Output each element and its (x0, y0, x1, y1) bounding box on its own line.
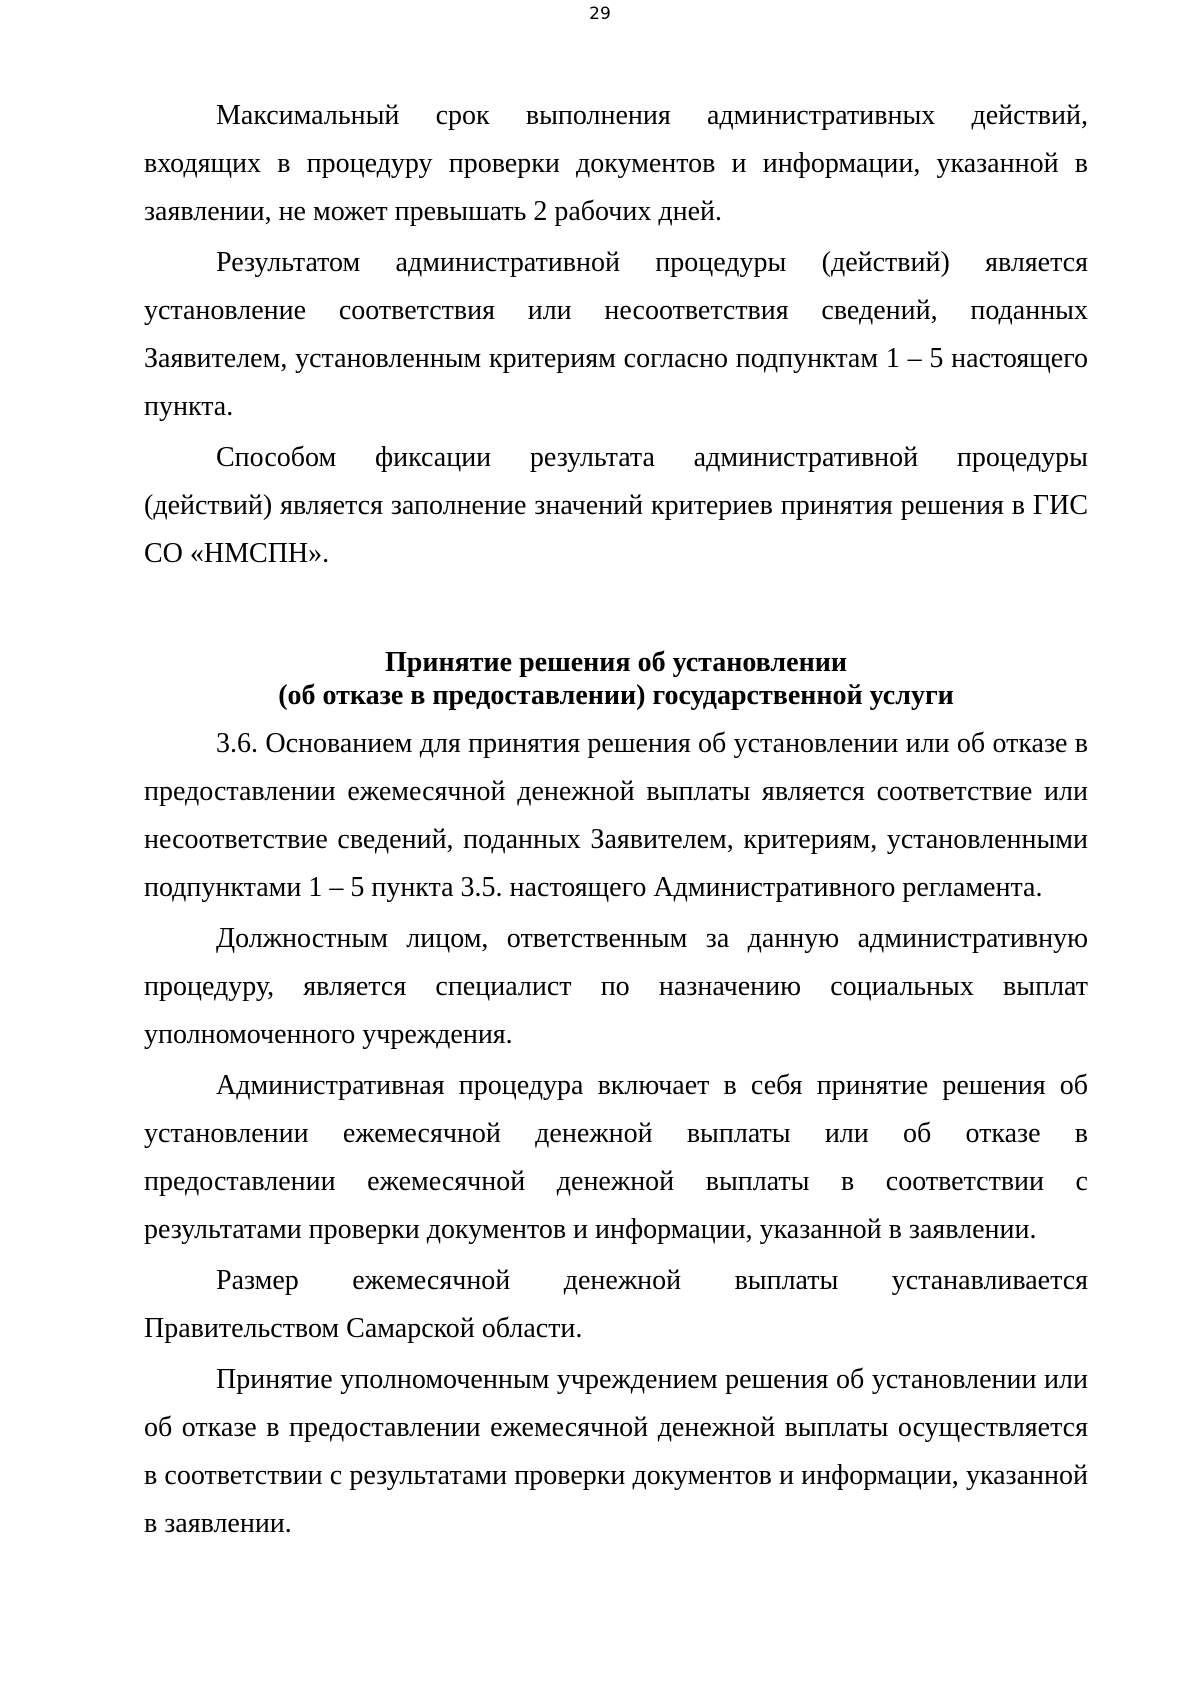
paragraph-responsible-official: Должностным лицом, ответственным за данную административную процедуру, является специалист по назначению социальных выплат уполномоченного учреждения. (144, 923, 1088, 1050)
section-body (144, 720, 1088, 1548)
section-heading (144, 646, 1088, 712)
paragraph-payment-amount: Размер ежемесячной денежной выплаты устанавливается Правительством Самарской области. (144, 1265, 1088, 1344)
document-body (144, 92, 1088, 1551)
paragraph-procedure-result: Результатом административной процедуры (действий) является установление соответствия или несоответствия сведений, поданных Заявителем, установленным критериям согласно подпунктам 1 – 5 настоящего пункта. (144, 247, 1088, 422)
section-heading-line-1: Принятие решения об установлении (385, 647, 847, 678)
paragraph-decision-making: Принятие уполномоченным учреждением решения об установлении или об отказе в предоставлении ежемесячной денежной выплаты осуществляется в соответствии с результатами проверки документов и информации, указанной в заявлении. (144, 1364, 1088, 1539)
section-heading-line-2: (об отказе в предоставлении) государственной услуги (278, 680, 954, 711)
paragraph-3-6-basis: 3.6. Основанием для принятия решения об установлении или об отказе в предоставлении ежемесячной денежной выплаты является соответствие или несоответствие сведений, поданных Заявителем, критериям, установленными подпунктами 1 – 5 пункта 3.5. настоящего Административного регламента. (144, 728, 1088, 903)
paragraph-max-duration: Максимальный срок выполнения административных действий, входящих в процедуру проверки документов и информации, указанной в заявлении, не может превышать 2 рабочих дней. (144, 100, 1088, 227)
page-number: 29 (589, 4, 611, 24)
paragraph-procedure-includes: Административная процедура включает в себя принятие решения об установлении ежемесячной денежной выплаты или об отказе в предоставлении ежемесячной денежной выплаты в соответствии с результатами проверки документов и информации, указанной в заявлении. (144, 1070, 1088, 1245)
paragraph-result-fixation: Способом фиксации результата административной процедуры (действий) является заполнение значений критериев принятия решения в ГИС СО «НМСПН». (144, 442, 1088, 569)
